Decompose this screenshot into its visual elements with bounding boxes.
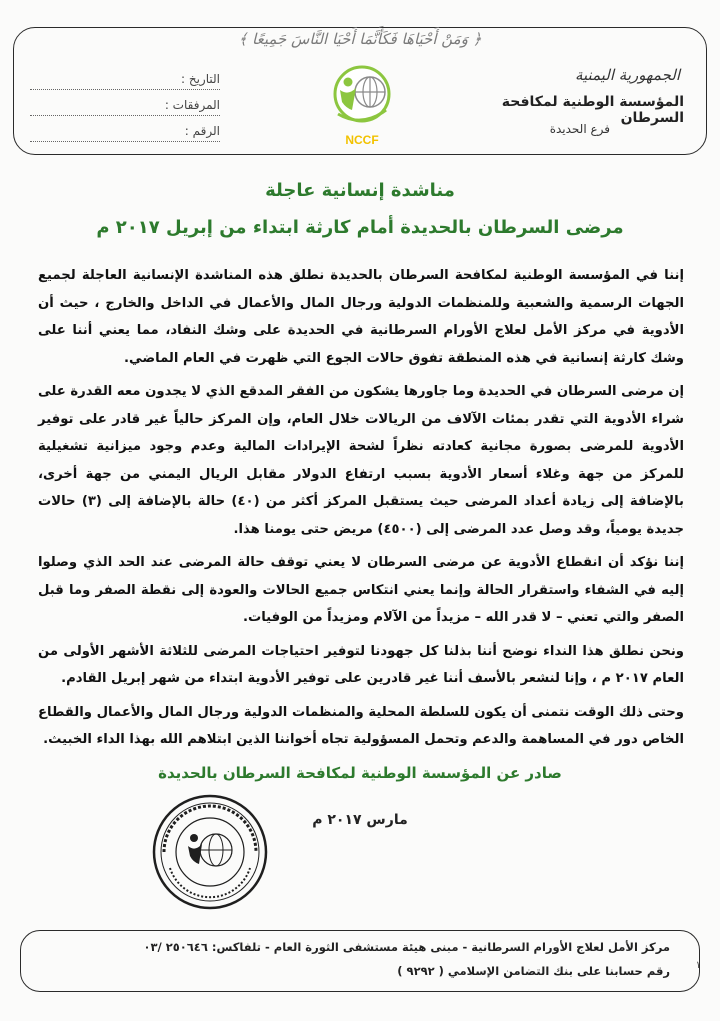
paragraph-5: وحتى ذلك الوقت نتمنى أن يكون للسلطة المحلية والمنظمات الدولية ورجال المال والأعمال والقطاع الخاص دور في المساهمة والدعم وتحمل المسؤولية تجاه أخواننا الذين ابتلاهم الله بهذا الداء الخبيث. <box>38 704 684 747</box>
paragraph-2: إن مرضى السرطان في الحديدة وما جاورها يشكون من الفقر المدقع الذي لا يجدون معه القدرة على شراء الأدوية التي تقدر بمئات الآلاف من الريالات خلال العام، وإن المركز حالياً غير قادر على توفير الأدوية للمرضى بصورة مجانية كعادته نظراً لشحة الإيرادات المالية وعدم وجود ميزانية تشغيلية للمركز من جهة وغلاء أسعار الأدوية بسبب ارتفاع الدولار مقابل الريال اليمني من جهة أخرى، بالإضافة إلى زيادة أعداد المرضى حيث يستقبل المركز أكثر من (٤٠) حالة بالإضافة إلى (٣) حالات جديدة يومياً، وقد وصل عدد المرضى إلى (٤٥٠٠) مريض حتى يومنا هذا. <box>38 384 684 537</box>
nccf-logo-icon <box>326 62 398 150</box>
footer-page-mark: ١ <box>695 960 701 971</box>
number-field: الرقم : <box>30 124 220 142</box>
republic-name: الجمهورية اليمنية <box>574 66 680 84</box>
footer-bank-account: رقم حسابنا على بنك التضامن الإسلامي ( ٩٢٩٢ ) <box>397 964 670 978</box>
issue-date: مارس ٢٠١٧ م <box>312 812 408 828</box>
issuer-line: صادر عن المؤسسة الوطنية لمكافحة السرطان بالحديدة <box>158 764 562 782</box>
logo-text: NCCF <box>345 133 379 147</box>
official-seal-icon <box>150 792 270 912</box>
paragraph-4: ونحن نطلق هذا النداء نوضح أننا بذلنا كل جهودنا لتوفير احتياجات المرضى للثلاثة الأشهر الأولى من العام ٢٠١٧ م ، وإنا لنشعر بالأسف أننا غير قادرين على توفير الأدوية ابتداء من شهر إبريل القادم. <box>38 643 684 686</box>
letter-body <box>38 262 684 760</box>
appeal-title: مناشدة إنسانية عاجلة <box>265 180 455 201</box>
quran-verse: ﴿ وَمَنْ أَحْيَاهَا فَكَأَنَّمَا أَحْيَا النَّاسَ جَمِيعًا ﴾ <box>200 30 520 60</box>
paragraph-1: إننا في المؤسسة الوطنية لمكافحة السرطان بالحديدة نطلق هذه المناشدة الإنسانية العاجلة لجميع الجهات الرسمية والشعبية وللمنظمات الدولية ورجال المال والأعمال في الداخل والخارج ، حيث أن الأدوية في مركز الأمل لعلاج الأورام السرطانية في الحديدة على وشك النفاد، مما يعني أننا على وشك كارثة إنسانية في هذه المنطقة تفوق حالات الجوع التي ظهرت في العام الماضي. <box>38 268 684 366</box>
attachments-field: المرفقات : <box>30 98 220 116</box>
organization-name: المؤسسة الوطنية لمكافحة السرطان <box>501 94 684 126</box>
footer-address: مركز الأمل لعلاج الأورام السرطانية - مبنى هيئة مستشفى الثورة العام - تلفاكس: ٢٥٠٦٤٦ /٠٣ <box>143 940 670 954</box>
appeal-subtitle: مرضى السرطان بالحديدة أمام كارثة ابتداء من إبريل ٢٠١٧ م <box>96 217 624 238</box>
branch-name: فرع الحديدة <box>549 122 610 136</box>
date-field: التاريخ : <box>30 72 220 90</box>
paragraph-3: إننا نؤكد أن انقطاع الأدوية عن مرضى السرطان لا يعني توقف حالة المرضى عند الحد الذي وصلوا إليه في الشفاء واستقرار الحالة وإنما يعني انتكاس جميع الحالات والعودة إلى نقطة الصفر وما قبل الصفر والتي تعني – لا قدر الله – مزيداً من الآلام ومزيداً من الوفيات. <box>38 555 684 625</box>
